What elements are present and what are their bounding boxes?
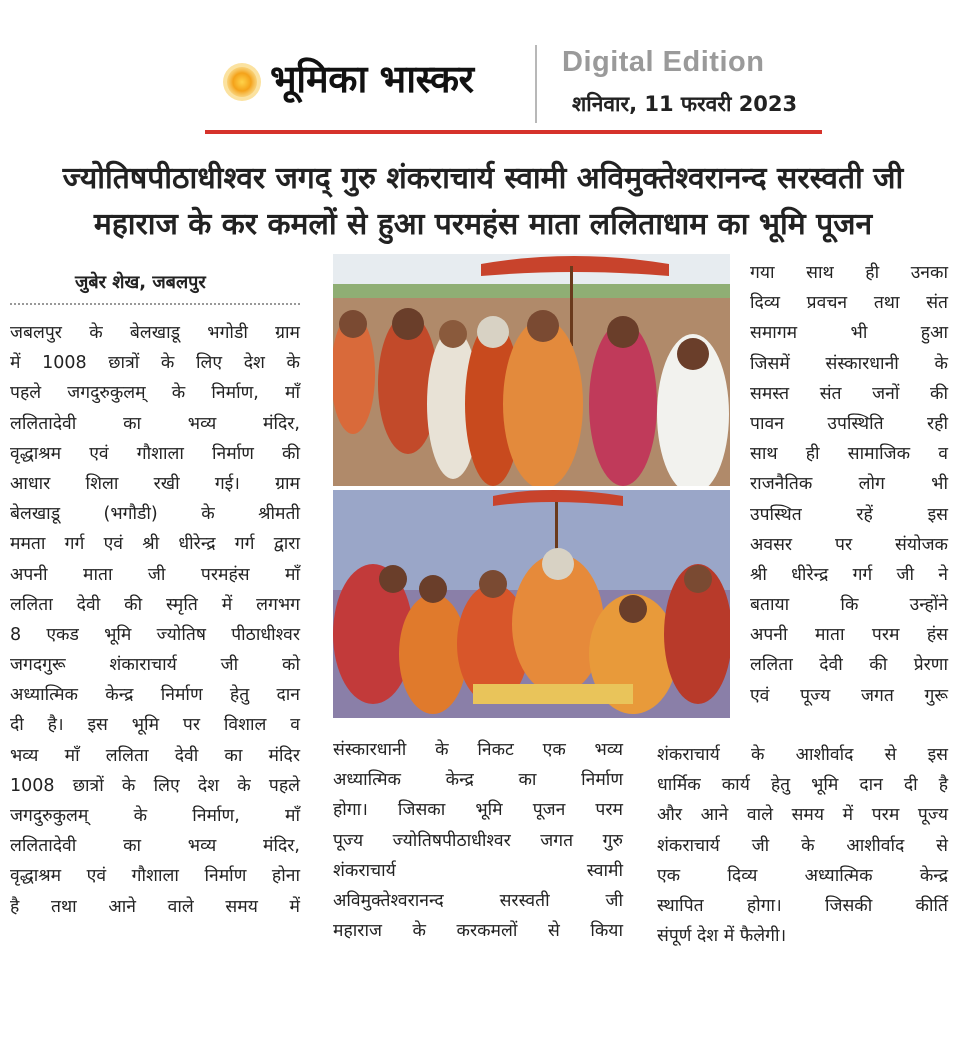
text-line: धार्मिक कार्य हेतु भूमि दान दी है bbox=[657, 775, 948, 796]
text-line: अध्यात्मिक केन्द्र का निर्माण bbox=[333, 770, 623, 791]
article-column-1 bbox=[10, 318, 300, 922]
text-line: ममता गर्ग एवं श्री धीरेन्द्र गर्ग द्वारा bbox=[10, 534, 300, 555]
text-line: महाराज के करकमलों से किया bbox=[333, 921, 623, 942]
brand-name: भूमिका भास्कर bbox=[270, 57, 474, 101]
text-line: ललितादेवी का भव्य मंदिर, bbox=[10, 836, 300, 857]
text-line: ललिता देवी की प्रेरणा bbox=[750, 655, 948, 676]
text-line: पूज्य ज्योतिषपीठाधीश्वर जगत गुरु bbox=[333, 830, 623, 851]
text-line: जबलपुर के बेलखाडू भगोडी ग्राम bbox=[10, 323, 300, 343]
text-line: और आने वाले समय में परम पूज्य bbox=[657, 805, 948, 826]
text-line: वृद्धाश्रम एवं गौशाला निर्माण होना bbox=[10, 866, 300, 887]
text-line: ललितादेवी का भव्य मंदिर, bbox=[10, 413, 300, 434]
edition-label: Digital Edition bbox=[562, 46, 765, 78]
text-line: समागम भी हुआ bbox=[750, 323, 948, 344]
text-line: अपनी माता जी परमहंस माँ bbox=[10, 564, 300, 585]
red-rule bbox=[205, 130, 822, 134]
text-line: गया साथ ही उनका bbox=[750, 263, 948, 283]
text-line: शंकराचार्य स्वामी bbox=[333, 860, 623, 881]
article-column-3-bottom bbox=[657, 740, 948, 951]
text-line: जगदुरुकुलम् के निर्माण, माँ bbox=[10, 806, 300, 826]
text-line: ललिता देवी की स्मृति में लगभग bbox=[10, 594, 300, 615]
text-line: शंकराचार्य जी के आशीर्वाद से bbox=[657, 835, 948, 856]
text-line: है तथा आने वाले समय में bbox=[10, 896, 300, 917]
headline-line-2: महाराज के कर कमलों से हुआ परमहंस माता ललिताधाम का भूमि पूजन bbox=[93, 207, 873, 242]
text-line: जिसमें संस्कारधानी के bbox=[750, 353, 948, 374]
text-line: एवं पूज्य जगत गुरू bbox=[750, 685, 948, 706]
text-line: बताया कि उन्होंने bbox=[750, 595, 948, 616]
photo-bottom-ceremony bbox=[333, 490, 730, 718]
text-line: समस्त संत जनों की bbox=[750, 383, 948, 404]
text-line: संपूर्ण देश में फैलेगी। bbox=[657, 926, 787, 947]
text-line: राजनैतिक लोग भी bbox=[750, 474, 948, 495]
photo-top-outdoor bbox=[333, 254, 730, 494]
article-headline bbox=[10, 156, 956, 248]
text-line: होगा। जिसका भूमि पूजन परम bbox=[333, 800, 623, 821]
text-line: संस्कारधानी के निकट एक भव्य bbox=[333, 740, 623, 760]
sun-logo-icon bbox=[222, 62, 262, 102]
headline-line-1: ज्योतिषपीठाधीश्वर जगद् गुरु शंकराचार्य स्वामी अविमुक्तेश्वरानन्द सरस्वती जी bbox=[62, 161, 904, 196]
text-line: दी है। इस भूमि पर विशाल व bbox=[10, 715, 300, 736]
text-line: साथ ही सामाजिक व bbox=[750, 444, 948, 465]
article-column-3-top bbox=[750, 258, 948, 711]
text-line: जगदगुरू शंकाराचार्य जी को bbox=[10, 655, 300, 676]
text-line: पावन उपस्थिति रही bbox=[750, 413, 948, 434]
text-line: भव्य माँ ललिता देवी का मंदिर bbox=[10, 745, 300, 766]
byline: जुबेर शेख, जबलपुर bbox=[75, 272, 206, 293]
edition-date: शनिवार, 11 फरवरी 2023 bbox=[572, 92, 798, 116]
article-column-2 bbox=[333, 735, 623, 946]
text-line: अध्यात्मिक केन्द्र निर्माण हेतु दान bbox=[10, 685, 300, 706]
text-line: शंकराचार्य के आशीर्वाद से इस bbox=[657, 745, 948, 765]
masthead bbox=[0, 0, 966, 140]
news-photo bbox=[333, 254, 730, 718]
text-line: दिव्य प्रवचन तथा संत bbox=[750, 293, 948, 314]
text-line: वृद्धाश्रम एवं गौशाला निर्माण की bbox=[10, 443, 300, 464]
text-line: पहले जगदुरुकुलम् के निर्माण, माँ bbox=[10, 383, 300, 404]
text-line: अपनी माता परम हंस bbox=[750, 625, 948, 646]
text-line: 8 एकड भूमि ज्योतिष पीठाधीश्वर bbox=[10, 624, 300, 645]
text-line: में 1008 छात्रों के लिए देश के bbox=[10, 353, 300, 374]
text-line: एक दिव्य अध्यात्मिक केन्द्र bbox=[657, 865, 948, 886]
text-line: आधार शिला रखी गई। ग्राम bbox=[10, 473, 300, 494]
text-line: 1008 छात्रों के लिए देश के पहले bbox=[10, 775, 300, 796]
text-line: बेलखाडू (भगौडी) के श्रीमती bbox=[10, 504, 300, 525]
byline-divider bbox=[10, 303, 300, 305]
text-line: श्री धीरेन्द्र गर्ग जी ने bbox=[750, 564, 948, 585]
text-line: अवसर पर संयोजक bbox=[750, 534, 948, 555]
text-line: स्थापित होगा। जिसकी कीर्ति bbox=[657, 895, 948, 916]
text-line: अविमुक्तेश्वरानन्द सरस्वती जी bbox=[333, 890, 623, 911]
masthead-divider bbox=[535, 45, 537, 123]
text-line: उपस्थित रहें इस bbox=[750, 504, 948, 525]
